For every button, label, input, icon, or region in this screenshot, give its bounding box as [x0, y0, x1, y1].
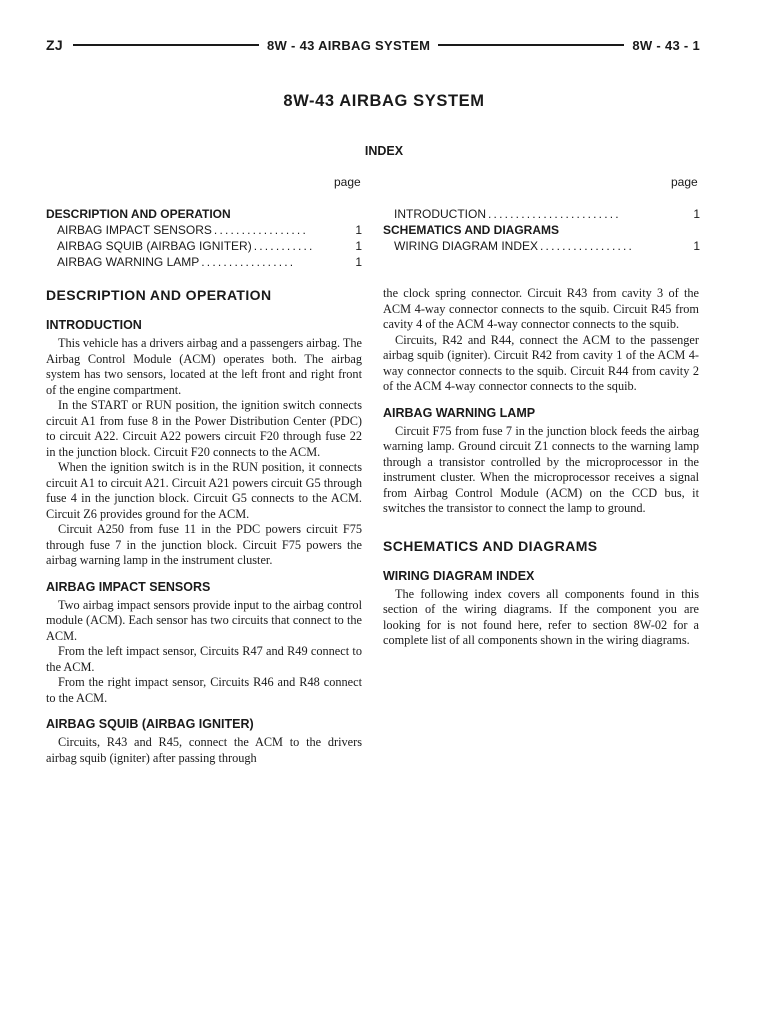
paragraph: Circuit A250 from fuse 11 in the PDC powers circuit F75 through fuse 7 in the junction block. Circuit F75 powers the airbag warning lamp in the instrument cluster. [46, 522, 362, 567]
index-entry-label: AIRBAG SQUIB (AIRBAG IGNITER) [57, 239, 252, 253]
paragraph: From the left impact sensor, Circuits R47 and R49 connect to the ACM. [46, 644, 362, 674]
index-leader-dots: ................. [213, 223, 308, 237]
header-rule-right [438, 44, 624, 46]
paragraph: The following index covers all components found in this section of the wiring diagrams. If the component you are looking for is not found here, refer to section 8W-02 for a complete list of all components shown in the wiring diagrams. [383, 586, 699, 647]
index-entry-label: AIRBAG IMPACT SENSORS [57, 223, 212, 237]
index-entry[interactable] [46, 222, 362, 238]
subheading-warning-lamp: AIRBAG WARNING LAMP [383, 405, 536, 420]
index-entry-page: 1 [355, 255, 362, 269]
header-right: 8W - 43 - 1 [632, 37, 701, 53]
section-heading-schematics: SCHEMATICS AND DIAGRAMS [383, 537, 598, 554]
header-left: ZJ [46, 37, 63, 53]
paragraph: In the START or RUN position, the ignition switch connects circuit A1 from fuse 8 in the Power Distribution Center (PDC) to circuit A22. Circuit A22 powers circuit F20 through fuse 22 in the junction block. Circuit F20 connects to the ACM. [46, 398, 362, 459]
paragraph: Circuits, R42 and R44, connect the ACM to the passenger airbag squib (igniter). Circuit R42 from cavity 1 of the ACM 4-way connector connects to the squib. Circuit R44 from cavity 2 of the ACM 4-way connector connects to the squib. [383, 332, 699, 393]
index-leader-dots: ................. [540, 239, 635, 253]
index-entry-page: 1 [355, 239, 362, 253]
index-title: INDEX [364, 144, 404, 158]
paragraph: the clock spring connector. Circuit R43 from cavity 3 of the ACM 4-way connector connects to the squib. Circuit R45 from cavity 4 of the ACM 4-way connector connects to the squib. [383, 286, 699, 331]
subheading-squib: AIRBAG SQUIB (AIRBAG IGNITER) [46, 717, 254, 731]
header-rule-left [73, 44, 259, 46]
header-center: 8W - 43 AIRBAG SYSTEM [267, 37, 431, 53]
index-leader-dots: ........................ [488, 207, 621, 221]
index-entry-page: 1 [355, 223, 362, 237]
index-entry-label: AIRBAG WARNING LAMP [57, 255, 200, 269]
index-right [383, 206, 700, 254]
left-column [46, 286, 362, 766]
index-entry[interactable] [46, 238, 362, 254]
index-entry-label: DESCRIPTION AND OPERATION [46, 207, 231, 221]
index-entry-label: WIRING DIAGRAM INDEX [394, 239, 539, 253]
index-entry-label: SCHEMATICS AND DIAGRAMS [383, 223, 559, 237]
page-title: 8W-43 AIRBAG SYSTEM [283, 92, 485, 110]
index-leader-dots: ................. [201, 255, 296, 269]
index-page-label-left: page [334, 175, 361, 189]
paragraph: From the right impact sensor, Circuits R46 and R48 connect to the ACM. [46, 675, 362, 705]
paragraph: Circuit F75 from fuse 7 in the junction block feeds the airbag warning lamp. Ground circuit Z1 connects to the warning lamp through a transistor controlled by the microprocessor in the instrument cluster. When the microprocessor receives a signal from Airbag Control Module (ACM) on the CCD bus, it switches the transistor to connect the lamp to ground. [383, 423, 699, 515]
paragraph: Circuits, R43 and R45, connect the ACM to the drivers airbag squib (igniter) after passing through [46, 735, 362, 765]
section-heading-description: DESCRIPTION AND OPERATION [46, 287, 272, 303]
index-entry-label: INTRODUCTION [394, 207, 486, 221]
index-entry[interactable] [46, 206, 362, 222]
paragraph: When the ignition switch is in the RUN position, it connects circuit A1 to circuit A21. Circuit A21 powers circuit G5 through fuse 4 in the junction block. Circuit G5 connects to the ACM. Circuit Z6 provides ground for the ACM. [46, 460, 362, 521]
index-entry[interactable] [46, 254, 362, 270]
page-header [46, 36, 700, 54]
index-entry[interactable] [383, 222, 700, 238]
subheading-introduction: INTRODUCTION [46, 318, 142, 332]
index-entry-page: 1 [693, 207, 700, 221]
subheading-wiring-index: WIRING DIAGRAM INDEX [383, 568, 535, 583]
index-left [46, 206, 362, 270]
index-leader-dots: ........... [253, 239, 315, 253]
index-page-label-right: page [671, 175, 698, 189]
right-column [383, 286, 699, 649]
paragraph: Two airbag impact sensors provide input to the airbag control module (ACM). Each sensor has two circuits that connect to the ACM. [46, 597, 362, 643]
paragraph: This vehicle has a drivers airbag and a passengers airbag. The Airbag Control Module (ACM) operates both. The airbag system has two sensors, located at the left front and right front of the engine compartment. [46, 336, 363, 397]
index-entry-page: 1 [693, 239, 700, 253]
index-entry[interactable] [383, 206, 700, 222]
subheading-impact-sensors: AIRBAG IMPACT SENSORS [46, 579, 211, 594]
index-entry[interactable] [383, 238, 700, 254]
